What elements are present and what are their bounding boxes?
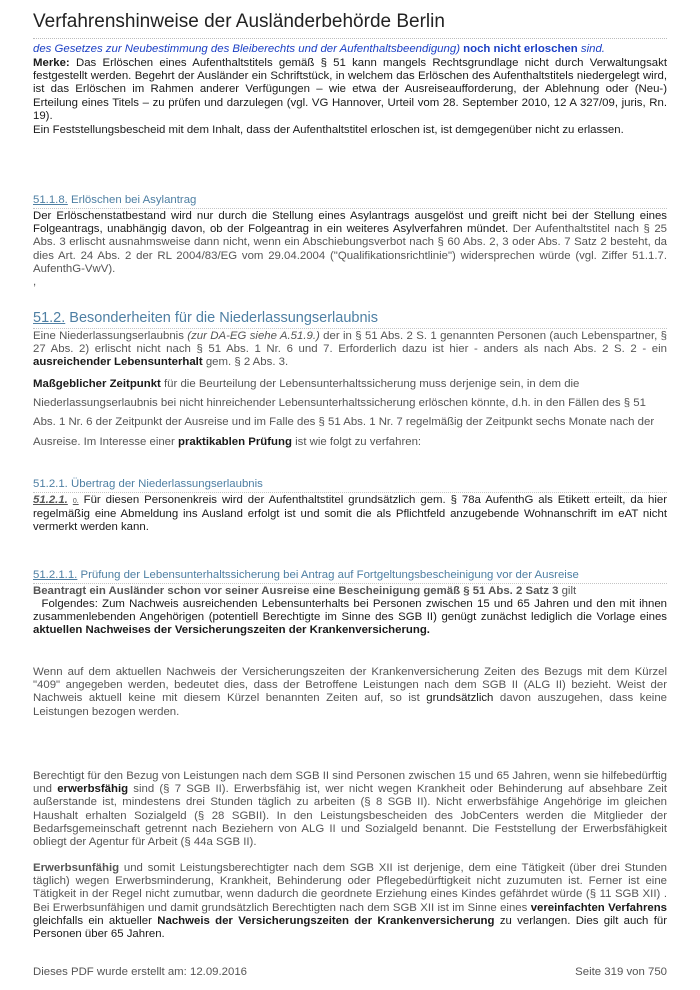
erwerbsunfaehig-text-b: gleichfalls ein aktueller [33,914,152,927]
footer-page-number: Seite 319 von 750 [575,966,667,978]
p1-italic-ref: (zur DA-EG siehe A.51.9.) [187,330,320,342]
section-51-2-1-text [33,494,667,535]
vereinfacht-bold: vereinfachten Verfahrens [530,901,667,914]
nachweis-bold-2: Nachweis der Versicherungszeiten der Krankenversicherung [157,914,495,927]
section-51-2-heading [33,310,378,326]
p1-bold: ausreichender Lebensunterhalt [33,356,203,369]
kuerzel-emphasis: grundsätzlich [426,692,494,705]
section-51-1-8-link[interactable]: 51.1.8. [33,194,68,206]
para-number-link[interactable]: 51.2.1. [33,494,68,506]
section-51-2-title: Besonderheiten für die Niederlassungserlaubnis [69,310,379,326]
lead-bold: Beantragt ein Ausländer schon vor seiner Ausreise eine Bescheinigung gemäß § 51 Abs. 2 Satz 3 [33,585,559,597]
p1-text-c: gem. § 2 Abs. 3. [205,356,289,369]
berechtigt-text-a: Berechtigt für den Bezug von Leistungen nach dem SGB II sind Personen zwischen 15 und 65 Jahren, wenn sie hilfebedürftig und [33,770,667,796]
section-51-2-link[interactable]: 51.2. [33,310,66,326]
section-divider [33,583,667,584]
p2-text-a: für die Beurteilung der Lebensunterhaltssicherung muss derjenige sein, in dem die Niederlassungserlaubnis bei nicht hinreichender Lebensunterhaltssicherung erlöschen könnte, d.h. in den Fällen des § 51 Abs. 1 Nr. 6 der Zeitpunkt der Ausreise und im Falle des § 51 Abs. 1 Nr. 7 regelmäßig der Zeitpunkt sechs Monate nach der Ausreise. Im Interesse einer [33,378,655,448]
section-divider [33,492,667,493]
lead-end: gilt [561,585,577,597]
merke-label: Merke: [33,57,70,69]
para-sub-number: 0. [72,498,79,505]
intro-italic-link[interactable]: des Gesetzes zur Neubestimmung des Bleiberechts und der Aufenthaltsbeendigung) [33,43,460,55]
p1-text-b: der in § 51 Abs. 2 S. 1 genannten Personen (auch Lebenspartner, § 27 Abs. 2) erlischt nicht nach § 51 Abs. 1 Nr. 6 und 7. Erforderlich dazu ist hier - anders als nach Abs. 2 S. 2 - ein [33,330,667,356]
feststellung-paragraph: Ein Feststellungsbescheid mit dem Inhalt, dass der Aufenthaltstitel erloschen ist, ist demgegenüber nicht zu erlassen. [33,124,624,136]
section-51-1-8-text [33,210,667,276]
section-51-2-1-title: Übertrag der Niederlassungserlaubnis [71,478,263,490]
section-divider [33,208,667,209]
kuerzel-paragraph [33,666,667,719]
section-51-1-8-heading [33,194,196,206]
kuerzel-text-a: Wenn auf dem aktuellen Nachweis der Versicherungszeiten der Krankenversicherung Zeiten des Bezugs mit dem Kürzel "409" angegeben werden, bedeutet dies, dass der Betroffene Leistungen nach dem SGB II (ALG II) bezieht. Weist der Nachweis aktuell keine mit diesem Kürzel benannten Zeiten auf, so ist [33,666,667,705]
nachweis-bold: aktuellen Nachweises der Versicherungszeiten der Krankenversicherung. [33,624,430,637]
document-title: Verfahrenshinweise der Ausländerbehörde Berlin [33,11,445,32]
merke-paragraph [33,57,667,123]
p2-text-b: ist wie folgt zu verfahren: [295,435,422,448]
intro-line [33,43,667,56]
erwerbsunfaehig-bold: Erwerbsunfähig [33,862,120,874]
merke-text: Das Erlöschen eines Aufenthaltstitels gemäß § 51 kann mangels Rechtsgrundlage nicht durch Verwaltungsakt festgestellt werden. Begehrt der Ausländer ein Schriftstück, in welchem das Erlöschen des Aufenthaltstitels niedergelegt wird, ist das Erlöschen im Rahmen anderer Verfügungen – wie etwa der Ausreiseaufforderung, der Ablehnung oder (Neu-) Erteilung eines Titels – zu prüfen und darzulegen (vgl. VG Hannover, Urteil vom 28. September 2010, 12 A 327/09, juris, Rn. 19). [33,57,667,122]
lead-line [33,585,667,598]
section-51-2-1-heading [33,478,263,490]
section-divider [33,328,667,329]
section-51-2-paragraph-2 [33,375,667,452]
stray-mark: , [33,276,37,288]
footer-created: Dieses PDF wurde erstellt am: 12.09.2016 [33,966,247,978]
section-51-2-paragraph-1 [33,330,667,370]
section-51-2-1-1-heading [33,569,579,581]
section-51-2-1-1-link[interactable]: 51.2.1.1. [33,569,78,581]
erwerbsunfaehig-paragraph [33,862,667,941]
para-text: Für diesen Personenkreis wird der Aufenthaltstitel grundsätzlich gem. § 78a AufenthG als Etikett erteilt, da hier regelmäßig eine Abmeldung ins Ausland erfolgt ist und somit die als Pflichtfeld anzugebende Wohnanschrift im eAT nicht vermerkt werden kann. [33,494,668,534]
section-51-2-1-1-title: Prüfung der Lebensunterhaltssicherung bei Antrag auf Fortgeltungsbescheinigung vor der Ausreise [80,569,579,581]
berechtigt-text-b: sind (§ 7 SGB II). Erwerbsfähig ist, wer nicht wegen Krankheit oder Behinderung auf absehbare Zeit außerstande ist, mindestens drei Stunden täglich zu arbeiten (§ 8 SGB II). Nicht erwerbsfähige Angehörige im gleichen Haushalt erhalten Sozialgeld (§ 28 SGBII). In den Leistungsbescheiden des JobCenters werden die Mitglieder der Bedarfsgemeinschaft getrennt nach Beziehern von ALG II und Sozialgeld benannt. Die Feststellung der Erwerbsfähigkeit obliegt der Agentur für Arbeit (§ 44a SGB II). [33,783,667,849]
section-51-2-1-number: 51.2.1. [33,478,68,490]
page-footer [33,966,667,978]
asyl-text-secondary: Der Aufenthaltstitel nach § 25 Abs. 3 erlischt ausnahmsweise dann nicht, wenn ein Abschiebungsverbot nach § 60 Abs. 2, 3 oder Abs. 7 Satz 2 besteht, da dies Art. 24 Abs. 2 der RL 2004/83/EG vom 29.04.2004 ("Qualifikationsrichtlinie") widersprechen würde (vgl. Ziffer 51.1.7. AufenthG-VwV). [33,223,667,275]
erwerbsunfaehig-text-a: und somit Leistungsberechtigter nach dem SGB XII ist derjenige, dem eine Tätigkeit (über drei Stunden täglich) wegen Erwerbsminderung, Krankheit, Behinderung oder Pflegebedürftigkeit nicht zuzumuten ist. Ferner ist eine Tätigkeit in der Regel nicht zumutbar, wenn dadurch die geordnete Erziehung eines Kindes gefährdet würde (§ 11 SGB XII) . Bei Erwerbsunfähigen und damit grundsätzlich Berechtigten nach dem SGB XII ist im Sinne eines [33,862,667,914]
asyl-text-primary: Der Erlöschenstatbestand wird nur durch die Stellung eines Asylantrags ausgelöst und greift nicht bei der Stellung eines Folgeantrags, unabhängig davon, ob der Folgeantrag in ein weiteres Asylverfahren mündet. [33,210,667,236]
intro-end-text: sind. [580,43,605,55]
berechtigt-bold: erwerbsfähig [57,783,129,796]
erwerbsunfaehig-text-c: zu verlangen. Dies gilt auch für Personen über 65 Jahren. [33,914,668,941]
p2-bold: Maßgeblicher Zeitpunkt [33,378,161,390]
nachweis-paragraph [33,598,667,638]
p2-bold-2: praktikablen Prüfung [177,435,292,448]
title-divider [33,38,667,39]
intro-bold-text: noch nicht erloschen [463,43,578,55]
berechtigt-paragraph [33,770,667,849]
section-51-1-8-title: Erlöschen bei Asylantrag [71,194,197,206]
p1-text-a: Eine Niederlassungserlaubnis [33,330,184,342]
kuerzel-text-b: davon auszugehen, dass keine Leistungen bezogen werden. [33,692,667,718]
nachweis-text: Folgendes: Zum Nachweis ausreichenden Lebensunterhalts bei Personen zwischen 15 und 65 Jahren und den mit ihnen zusammenlebenden Angehörigen (potentiell Berechtigte im Sinne des SGB II) genügt zunächst lediglich die Vorlage eines [33,598,667,624]
